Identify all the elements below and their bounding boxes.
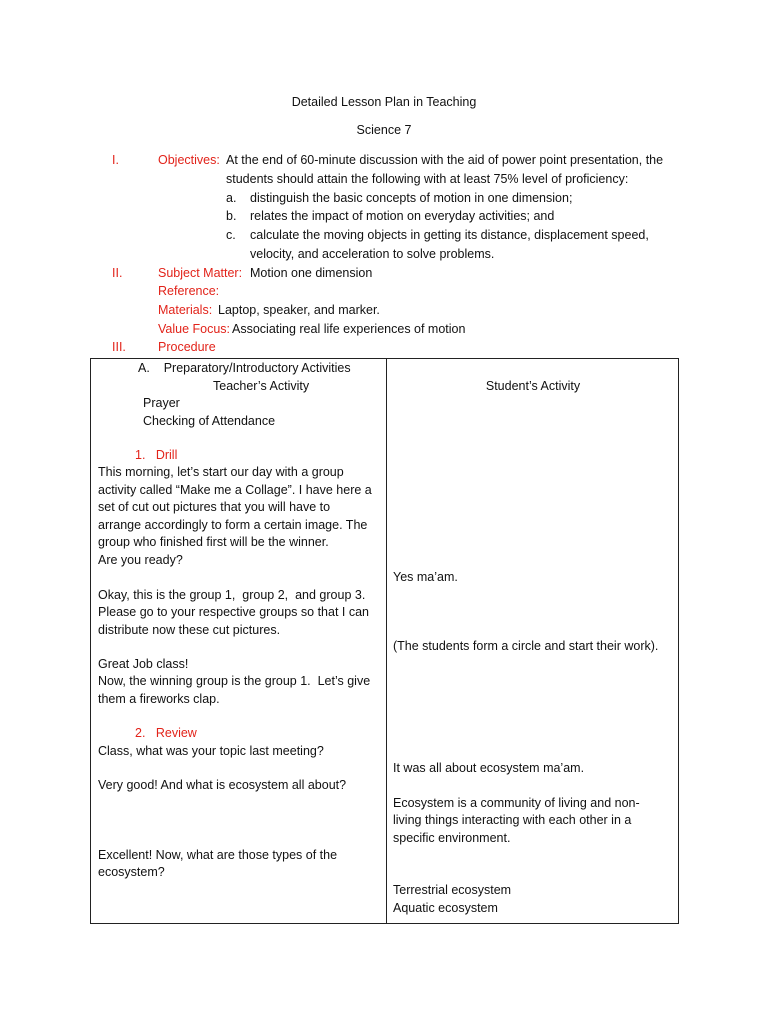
objective-item-letter: c.	[226, 228, 236, 242]
drill-line: activity called “Make me a Collage”. I have here a	[98, 483, 372, 497]
objective-item-letter: b.	[226, 209, 237, 223]
drill-line: arrange accordingly to form a certain image. The	[98, 518, 368, 532]
review-heading: 2. Review	[135, 726, 197, 740]
drill-line: set of cut out pictures that you will have to	[98, 500, 331, 514]
subject-matter-value: Motion one dimension	[250, 266, 373, 280]
review-question-types: Excellent! Now, what are those types of the	[98, 848, 338, 862]
document-subject: Science 7	[356, 123, 412, 137]
drill-line: Are you ready?	[98, 553, 183, 567]
student-response-type: Aquatic ecosystem	[393, 901, 498, 915]
student-response-topic: It was all about ecosystem ma’am.	[393, 761, 585, 775]
section-a-heading: A. Preparatory/Introductory Activities	[138, 361, 351, 375]
student-response-ecosystem: Ecosystem is a community of living and non-	[393, 796, 640, 810]
student-response-type: Terrestrial ecosystem	[393, 883, 512, 897]
value-focus-label: Value Focus:	[158, 322, 231, 336]
review-question-ecosystem: Very good! And what is ecosystem all about?	[98, 778, 347, 792]
student-activity-header: Student’s Activity	[485, 379, 581, 393]
teacher-activity-column	[91, 359, 387, 924]
objective-item-letter: a.	[226, 191, 237, 205]
attendance-text: Checking of Attendance	[143, 414, 276, 428]
objectives-label: Objectives:	[158, 153, 220, 167]
group-line: Okay, this is the group 1, group 2, and group 3.	[98, 588, 366, 602]
review-question-topic: Class, what was your topic last meeting?	[98, 744, 324, 758]
objectives-text-line1: At the end of 60-minute discussion with the aid of power point presentation, the	[226, 153, 664, 167]
materials-label: Materials:	[158, 303, 213, 317]
subject-matter-label: Subject Matter:	[158, 266, 243, 280]
objectives-text-line2: students should attain the following with at least 75% level of proficiency:	[226, 172, 629, 186]
student-response-ecosystem: living things interacting with each other in a	[393, 813, 632, 827]
great-job-line: them a fireworks clap.	[98, 692, 220, 706]
procedure-numeral: III.	[112, 340, 126, 354]
student-response-yes: Yes ma’am.	[393, 570, 458, 584]
reference-label: Reference:	[158, 284, 220, 298]
objective-item-text: relates the impact of motion on everyday activities; and	[250, 209, 555, 223]
subject-matter-numeral: II.	[112, 266, 123, 280]
great-job-line: Great Job class!	[98, 657, 189, 671]
document-title: Detailed Lesson Plan in Teaching	[291, 95, 477, 109]
teacher-activity-header: Teacher’s Activity	[213, 379, 310, 393]
activities-table	[90, 358, 679, 924]
drill-line: This morning, let’s start our day with a group	[98, 465, 344, 479]
objective-item-text: distinguish the basic concepts of motion in one dimension;	[250, 191, 573, 205]
student-response-circle: (The students form a circle and start their work).	[393, 639, 659, 653]
student-response-ecosystem: specific environment.	[393, 831, 511, 845]
group-line: distribute now these cut pictures.	[98, 623, 281, 637]
objectives-numeral: I.	[112, 153, 119, 167]
materials-value: Laptop, speaker, and marker.	[218, 303, 380, 317]
procedure-label: Procedure	[158, 340, 216, 354]
group-line: Please go to your respective groups so that I can	[98, 605, 369, 619]
student-activity-column	[387, 359, 679, 924]
objective-item-text: calculate the moving objects in getting its distance, displacement speed,	[250, 228, 649, 242]
drill-heading: 1. Drill	[135, 448, 178, 462]
drill-line: group who finished first will be the winner.	[98, 535, 329, 549]
value-focus-value: Associating real life experiences of motion	[232, 322, 466, 336]
prayer-text: Prayer	[143, 396, 180, 410]
great-job-line: Now, the winning group is the group 1. Let’s give	[98, 674, 371, 688]
review-question-types: ecosystem?	[98, 865, 165, 879]
objective-item-text-continued: velocity, and acceleration to solve problems.	[250, 247, 495, 261]
